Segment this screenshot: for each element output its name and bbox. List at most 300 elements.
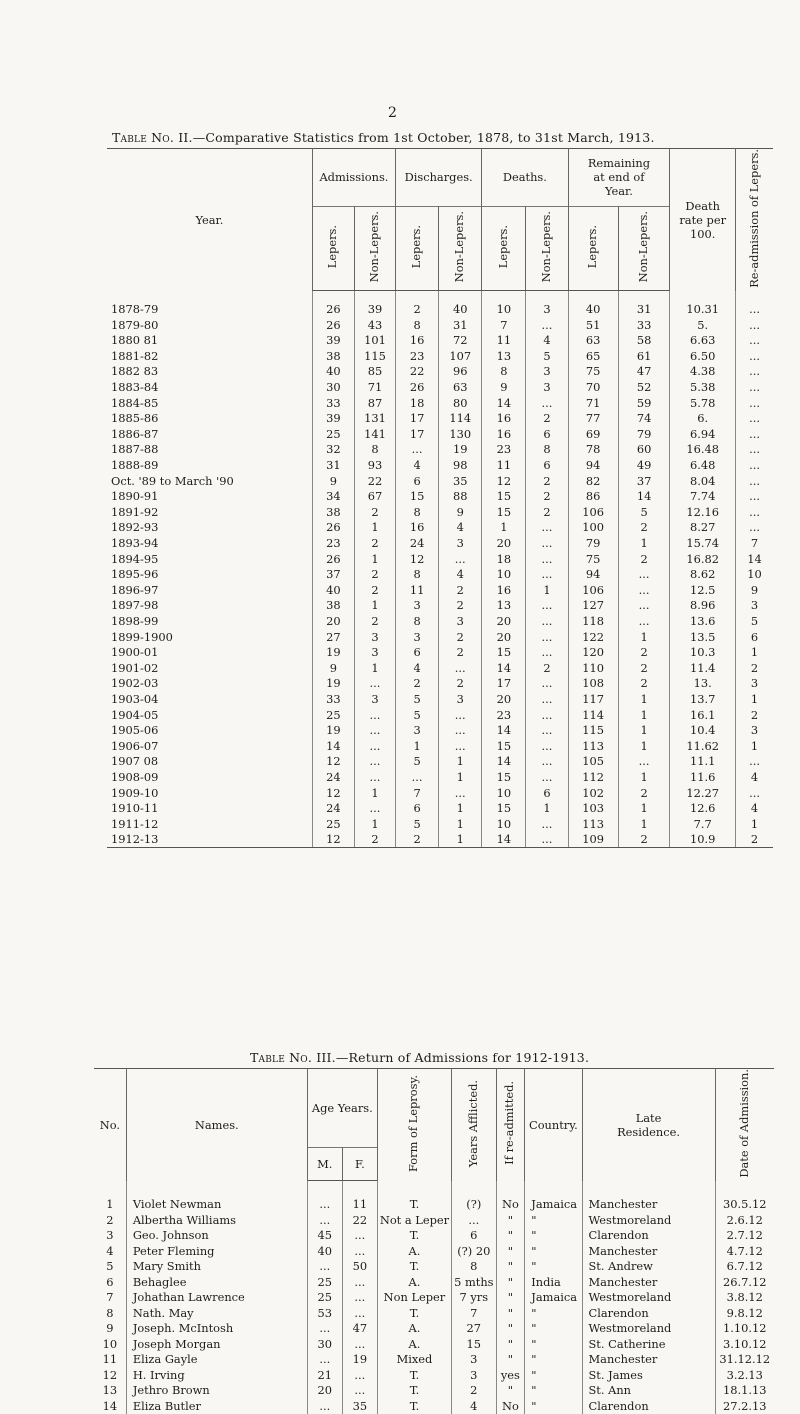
- number-cell: 8: [106, 1305, 114, 1320]
- date-cell: 3.10.12: [715, 1336, 774, 1352]
- admissions-lepers-cell: 14: [312, 738, 354, 754]
- table-row: [107, 754, 773, 770]
- comparative-statistics-table: [107, 148, 773, 848]
- readmitted-cell: ": [496, 1243, 525, 1259]
- admissions-non-lepers-cell: 43: [354, 317, 395, 333]
- discharges-lepers-cell: 16: [396, 332, 439, 348]
- deaths-non-lepers-cell: ...: [526, 707, 568, 723]
- form-cell: Not a Leper: [377, 1212, 451, 1228]
- readmission-cell: 1: [736, 691, 773, 707]
- readmission-cell: 4: [736, 800, 773, 816]
- discharges-lepers-cell: 8: [396, 566, 439, 582]
- remaining-lepers-cell: 63: [568, 332, 618, 348]
- number-cell: 10: [102, 1336, 118, 1351]
- discharges-non-lepers-cell: 107: [439, 348, 482, 364]
- admissions-lepers-cell: 38: [312, 598, 354, 614]
- death-rate-cell: 8.96: [670, 598, 736, 614]
- deaths-lepers-cell: 23: [482, 442, 526, 458]
- discharges-lepers-cell: 6: [396, 473, 439, 489]
- readmission-cell: 3: [736, 676, 773, 692]
- deaths-lepers-cell: 10: [482, 566, 526, 582]
- age-male-cell: 21: [307, 1367, 342, 1383]
- table-row: [107, 644, 773, 660]
- date-cell: 1.10.12: [715, 1321, 774, 1337]
- table-row: [107, 582, 773, 598]
- readmitted-cell: ": [496, 1321, 525, 1337]
- table-row: [107, 535, 773, 551]
- table-row: [107, 426, 773, 442]
- year-cell: 1904-05: [111, 707, 159, 722]
- table-row: [107, 800, 773, 816]
- age-female-cell: ...: [342, 1228, 377, 1244]
- deaths-non-lepers-cell: ...: [526, 598, 568, 614]
- readmission-cell: ...: [736, 332, 773, 348]
- admissions-lepers-cell: 30: [312, 379, 354, 395]
- remaining-lepers-cell: 75: [568, 551, 618, 567]
- admissions-non-lepers-cell: 39: [354, 301, 395, 317]
- death-rate-cell: 16.48: [670, 442, 736, 458]
- year-cell: 1883-84: [111, 380, 159, 395]
- deaths-non-lepers-cell: ...: [526, 629, 568, 645]
- deaths-non-lepers-cell: 6: [526, 457, 568, 473]
- remaining-lepers-cell: 86: [568, 488, 618, 504]
- deaths-non-lepers-cell: 2: [526, 660, 568, 676]
- year-cell: 1898-99: [111, 613, 159, 628]
- discharges-lepers-cell: 17: [396, 426, 439, 442]
- header-years-afflicted: Years Afflicted.: [452, 1069, 496, 1181]
- admissions-non-lepers-cell: 2: [354, 566, 395, 582]
- admissions-non-lepers-cell: 93: [354, 457, 395, 473]
- readmission-cell: ...: [736, 395, 773, 411]
- table-row: [107, 738, 773, 754]
- year-cell: 1887-88: [111, 442, 159, 457]
- table-row: [94, 1383, 774, 1399]
- deaths-non-lepers-cell: 2: [526, 410, 568, 426]
- years-afflicted-cell: (?) 20: [452, 1243, 496, 1259]
- remaining-non-lepers-cell: 1: [618, 816, 670, 832]
- readmitted-cell: ": [496, 1383, 525, 1399]
- age-female-cell: ...: [342, 1305, 377, 1321]
- table-row: [94, 1259, 774, 1275]
- remaining-lepers-cell: 103: [568, 800, 618, 816]
- readmission-cell: 2: [736, 660, 773, 676]
- table-row: [94, 1212, 774, 1228]
- table-row: [107, 442, 773, 458]
- remaining-lepers-cell: 118: [568, 613, 618, 629]
- discharges-non-lepers-cell: 1: [439, 754, 482, 770]
- table-row: [94, 1321, 774, 1337]
- remaining-lepers-cell: 77: [568, 410, 618, 426]
- discharges-lepers-cell: ...: [396, 442, 439, 458]
- admissions-lepers-cell: 32: [312, 442, 354, 458]
- admissions-lepers-cell: 20: [312, 613, 354, 629]
- admissions-non-lepers-cell: 1: [354, 520, 395, 536]
- deaths-lepers-cell: 16: [482, 426, 526, 442]
- discharges-non-lepers-cell: 130: [439, 426, 482, 442]
- death-rate-cell: 4.38: [670, 364, 736, 380]
- country-cell: Jamaica: [525, 1290, 582, 1306]
- admissions-non-lepers-cell: 71: [354, 379, 395, 395]
- remaining-non-lepers-cell: 2: [618, 551, 670, 567]
- name-cell: Nath. May: [126, 1305, 307, 1321]
- remaining-non-lepers-cell: ...: [618, 582, 670, 598]
- deaths-lepers-cell: 1: [482, 520, 526, 536]
- admissions-lepers-cell: 40: [312, 364, 354, 380]
- number-cell: 4: [106, 1243, 114, 1258]
- table-row: [107, 364, 773, 380]
- deaths-lepers-cell: 16: [482, 410, 526, 426]
- discharges-lepers-cell: 5: [396, 707, 439, 723]
- deaths-non-lepers-cell: 2: [526, 488, 568, 504]
- discharges-non-lepers-cell: 2: [439, 629, 482, 645]
- year-cell: 1906-07: [111, 738, 159, 753]
- age-male-cell: ...: [307, 1197, 342, 1213]
- residence-cell: St. Catherine: [582, 1336, 715, 1352]
- death-rate-cell: 10.3: [670, 644, 736, 660]
- deaths-non-lepers-cell: ...: [526, 754, 568, 770]
- discharges-lepers-cell: 3: [396, 722, 439, 738]
- date-cell: 31.12.12: [715, 1352, 774, 1368]
- admissions-lepers-cell: 24: [312, 769, 354, 785]
- discharges-non-lepers-cell: ...: [439, 785, 482, 801]
- death-rate-cell: 8.27: [670, 520, 736, 536]
- death-rate-cell: 6.63: [670, 332, 736, 348]
- age-female-cell: 50: [342, 1259, 377, 1275]
- deaths-non-lepers-cell: 1: [526, 582, 568, 598]
- age-female-cell: ...: [342, 1290, 377, 1306]
- table-row: [107, 769, 773, 785]
- header-readmission: Re-admission of Lepers.: [736, 149, 773, 291]
- discharges-non-lepers-cell: 1: [439, 769, 482, 785]
- readmission-cell: 10: [736, 566, 773, 582]
- death-rate-cell: 8.62: [670, 566, 736, 582]
- remaining-non-lepers-cell: 2: [618, 660, 670, 676]
- admissions-lepers-cell: 39: [312, 410, 354, 426]
- remaining-lepers-cell: 106: [568, 504, 618, 520]
- date-cell: 4.7.12: [715, 1243, 774, 1259]
- remaining-lepers-cell: 65: [568, 348, 618, 364]
- death-rate-cell: 6.48: [670, 457, 736, 473]
- deaths-non-lepers-cell: ...: [526, 535, 568, 551]
- deaths-non-lepers-cell: 5: [526, 348, 568, 364]
- table-row: [94, 1274, 774, 1290]
- table3-caption-label: Table No. III.: [250, 1050, 336, 1065]
- discharges-lepers-cell: 6: [396, 644, 439, 660]
- deaths-non-lepers-cell: 2: [526, 504, 568, 520]
- year-cell: 1909-10: [111, 785, 159, 800]
- remaining-non-lepers-cell: 5: [618, 504, 670, 520]
- death-rate-cell: 10.4: [670, 722, 736, 738]
- death-rate-cell: 7.74: [670, 488, 736, 504]
- deaths-lepers-cell: 15: [482, 800, 526, 816]
- remaining-non-lepers-cell: 61: [618, 348, 670, 364]
- year-cell: 1885-86: [111, 411, 159, 426]
- readmission-cell: ...: [736, 426, 773, 442]
- discharges-lepers-cell: 4: [396, 457, 439, 473]
- readmission-cell: 1: [736, 644, 773, 660]
- readmission-cell: 5: [736, 613, 773, 629]
- discharges-non-lepers-cell: ...: [439, 707, 482, 723]
- deaths-lepers-cell: 15: [482, 769, 526, 785]
- death-rate-cell: 13.5: [670, 629, 736, 645]
- discharges-lepers-cell: 5: [396, 754, 439, 770]
- year-cell: 1895-96: [111, 567, 159, 582]
- year-cell: 1890-91: [111, 489, 159, 504]
- deaths-lepers-cell: 9: [482, 379, 526, 395]
- death-rate-cell: 5.78: [670, 395, 736, 411]
- deaths-lepers-cell: 15: [482, 488, 526, 504]
- readmitted-cell: No: [496, 1398, 525, 1414]
- admissions-non-lepers-cell: 1: [354, 551, 395, 567]
- remaining-lepers-cell: 94: [568, 457, 618, 473]
- discharges-non-lepers-cell: 2: [439, 582, 482, 598]
- readmitted-cell: ": [496, 1305, 525, 1321]
- deaths-non-lepers-cell: ...: [526, 520, 568, 536]
- country-cell: ": [525, 1243, 582, 1259]
- readmission-cell: 4: [736, 769, 773, 785]
- year-cell: 1893-94: [111, 536, 159, 550]
- name-cell: Joseph Morgan: [126, 1336, 307, 1352]
- age-male-cell: 25: [307, 1274, 342, 1290]
- age-female-cell: ...: [342, 1243, 377, 1259]
- number-cell: 3: [106, 1228, 114, 1243]
- discharges-lepers-cell: 26: [396, 379, 439, 395]
- header-non-lepers: Non-Lepers.: [452, 211, 467, 283]
- readmission-cell: 7: [736, 535, 773, 551]
- admissions-lepers-cell: 27: [312, 629, 354, 645]
- readmission-cell: ...: [736, 473, 773, 489]
- header-non-lepers: Non-Lepers.: [538, 211, 553, 283]
- readmission-cell: 2: [736, 707, 773, 723]
- number-cell: 14: [102, 1398, 118, 1413]
- death-rate-cell: 11.4: [670, 660, 736, 676]
- death-rate-cell: 10.9: [670, 831, 736, 847]
- country-cell: ": [525, 1383, 582, 1399]
- table-row: [94, 1290, 774, 1306]
- deaths-non-lepers-cell: ...: [526, 395, 568, 411]
- death-rate-cell: 5.38: [670, 379, 736, 395]
- discharges-non-lepers-cell: 72: [439, 332, 482, 348]
- admissions-lepers-cell: 37: [312, 566, 354, 582]
- admissions-lepers-cell: 33: [312, 691, 354, 707]
- years-afflicted-cell: 6: [452, 1228, 496, 1244]
- admissions-lepers-cell: 38: [312, 504, 354, 520]
- age-male-cell: 53: [307, 1305, 342, 1321]
- admissions-lepers-cell: 19: [312, 644, 354, 660]
- deaths-non-lepers-cell: ...: [526, 738, 568, 754]
- year-cell: 1886-87: [111, 426, 159, 441]
- deaths-lepers-cell: 12: [482, 473, 526, 489]
- name-cell: Johathan Lawrence: [126, 1290, 307, 1306]
- admissions-non-lepers-cell: 3: [354, 629, 395, 645]
- deaths-lepers-cell: 18: [482, 551, 526, 567]
- table-row: [107, 566, 773, 582]
- table-row: [107, 722, 773, 738]
- discharges-non-lepers-cell: 98: [439, 457, 482, 473]
- years-afflicted-cell: 27: [452, 1321, 496, 1337]
- years-afflicted-cell: 7 yrs: [452, 1290, 496, 1306]
- age-male-cell: 40: [307, 1243, 342, 1259]
- header-non-lepers: Non-Lepers.: [636, 211, 651, 283]
- deaths-non-lepers-cell: 3: [526, 301, 568, 317]
- table-row: [107, 348, 773, 364]
- remaining-non-lepers-cell: 1: [618, 629, 670, 645]
- residence-cell: Manchester: [582, 1243, 715, 1259]
- table-row: [107, 317, 773, 333]
- admissions-lepers-cell: 9: [312, 473, 354, 489]
- form-cell: A.: [377, 1336, 451, 1352]
- table-row: [94, 1367, 774, 1383]
- remaining-non-lepers-cell: 52: [618, 379, 670, 395]
- years-afflicted-cell: ...: [452, 1212, 496, 1228]
- table-row: [107, 785, 773, 801]
- residence-cell: Westmoreland: [582, 1212, 715, 1228]
- age-female-cell: 22: [342, 1212, 377, 1228]
- admissions-non-lepers-cell: 1: [354, 660, 395, 676]
- admissions-non-lepers-cell: 3: [354, 644, 395, 660]
- admissions-lepers-cell: 38: [312, 348, 354, 364]
- page-number: 2: [388, 105, 397, 121]
- remaining-non-lepers-cell: 79: [618, 426, 670, 442]
- years-afflicted-cell: 15: [452, 1336, 496, 1352]
- year-cell: 1888-89: [111, 458, 159, 473]
- residence-cell: St. Ann: [582, 1383, 715, 1399]
- table-row: [107, 629, 773, 645]
- table-row: [107, 395, 773, 411]
- year-cell: 1880 81: [111, 333, 159, 348]
- discharges-non-lepers-cell: 3: [439, 613, 482, 629]
- discharges-lepers-cell: 4: [396, 660, 439, 676]
- deaths-lepers-cell: 14: [482, 395, 526, 411]
- deaths-lepers-cell: 14: [482, 754, 526, 770]
- table-row: [107, 504, 773, 520]
- death-rate-cell: 11.6: [670, 769, 736, 785]
- year-cell: 1905-06: [111, 723, 159, 738]
- year-cell: 1897-98: [111, 598, 159, 613]
- remaining-non-lepers-cell: 1: [618, 800, 670, 816]
- readmission-cell: 9: [736, 582, 773, 598]
- remaining-non-lepers-cell: 47: [618, 364, 670, 380]
- remaining-non-lepers-cell: 1: [618, 707, 670, 723]
- name-cell: Eliza Gayle: [126, 1352, 307, 1368]
- deaths-non-lepers-cell: 8: [526, 442, 568, 458]
- date-cell: 18.1.13: [715, 1383, 774, 1399]
- discharges-non-lepers-cell: 1: [439, 800, 482, 816]
- discharges-non-lepers-cell: 3: [439, 535, 482, 551]
- discharges-lepers-cell: 23: [396, 348, 439, 364]
- readmission-cell: ...: [736, 348, 773, 364]
- readmission-cell: ...: [736, 442, 773, 458]
- country-cell: ": [525, 1212, 582, 1228]
- number-cell: 12: [102, 1367, 118, 1382]
- remaining-lepers-cell: 100: [568, 520, 618, 536]
- discharges-non-lepers-cell: 4: [439, 566, 482, 582]
- form-cell: T.: [377, 1197, 451, 1213]
- discharges-non-lepers-cell: ...: [439, 551, 482, 567]
- admissions-lepers-cell: 23: [312, 535, 354, 551]
- table-row: [107, 410, 773, 426]
- table-row: [107, 660, 773, 676]
- deaths-non-lepers-cell: 3: [526, 364, 568, 380]
- year-cell: 1896-97: [111, 582, 159, 597]
- table3-body: [94, 1181, 774, 1414]
- years-afflicted-cell: 3: [452, 1352, 496, 1368]
- age-female-cell: 11: [342, 1197, 377, 1213]
- admissions-lepers-cell: 19: [312, 676, 354, 692]
- discharges-lepers-cell: 12: [396, 551, 439, 567]
- country-cell: ": [525, 1398, 582, 1414]
- death-rate-cell: 13.6: [670, 613, 736, 629]
- deaths-lepers-cell: 8: [482, 364, 526, 380]
- form-cell: A.: [377, 1321, 451, 1337]
- header-female: F.: [342, 1147, 377, 1181]
- country-cell: India: [525, 1274, 582, 1290]
- admissions-lepers-cell: 34: [312, 488, 354, 504]
- remaining-non-lepers-cell: 74: [618, 410, 670, 426]
- table3-caption-text: —Return of Admissions for 1912-1913.: [335, 1050, 590, 1065]
- admissions-non-lepers-cell: 3: [354, 691, 395, 707]
- table2-body: [107, 291, 773, 848]
- deaths-lepers-cell: 16: [482, 582, 526, 598]
- admissions-non-lepers-cell: 22: [354, 473, 395, 489]
- admissions-non-lepers-cell: 67: [354, 488, 395, 504]
- age-male-cell: 20: [307, 1383, 342, 1399]
- table-row: [107, 473, 773, 489]
- age-female-cell: 19: [342, 1352, 377, 1368]
- header-form: Form of Leprosy.: [377, 1069, 451, 1181]
- remaining-lepers-cell: 117: [568, 691, 618, 707]
- death-rate-cell: 6.94: [670, 426, 736, 442]
- deaths-lepers-cell: 23: [482, 707, 526, 723]
- admissions-non-lepers-cell: 2: [354, 582, 395, 598]
- form-cell: Non Leper: [377, 1290, 451, 1306]
- header-lepers: Lepers.: [585, 225, 600, 269]
- number-cell: 1: [106, 1197, 114, 1212]
- table-row: [107, 488, 773, 504]
- admissions-non-lepers-cell: 1: [354, 816, 395, 832]
- admissions-non-lepers-cell: 2: [354, 831, 395, 847]
- admissions-lepers-cell: 19: [312, 722, 354, 738]
- age-female-cell: 35: [342, 1398, 377, 1414]
- death-rate-cell: 10.31: [670, 301, 736, 317]
- deaths-non-lepers-cell: 4: [526, 332, 568, 348]
- table-row: [107, 598, 773, 614]
- discharges-lepers-cell: 8: [396, 613, 439, 629]
- deaths-lepers-cell: 14: [482, 722, 526, 738]
- header-discharges: Discharges.: [396, 149, 482, 207]
- name-cell: Albertha Williams: [126, 1212, 307, 1228]
- deaths-lepers-cell: 11: [482, 457, 526, 473]
- deaths-non-lepers-cell: ...: [526, 613, 568, 629]
- death-rate-cell: 11.1: [670, 754, 736, 770]
- admissions-non-lepers-cell: 131: [354, 410, 395, 426]
- form-cell: T.: [377, 1367, 451, 1383]
- remaining-non-lepers-cell: ...: [618, 598, 670, 614]
- year-cell: 1910-11: [111, 801, 159, 816]
- admissions-non-lepers-cell: 2: [354, 535, 395, 551]
- table-row: [94, 1243, 774, 1259]
- header-death-rate: Death rate per 100.: [670, 149, 736, 291]
- year-cell: 1884-85: [111, 395, 159, 410]
- remaining-lepers-cell: 82: [568, 473, 618, 489]
- discharges-non-lepers-cell: 2: [439, 644, 482, 660]
- age-female-cell: ...: [342, 1336, 377, 1352]
- residence-cell: St. Andrew: [582, 1259, 715, 1275]
- remaining-lepers-cell: 122: [568, 629, 618, 645]
- deaths-lepers-cell: 13: [482, 598, 526, 614]
- number-cell: 7: [106, 1290, 114, 1305]
- deaths-lepers-cell: 20: [482, 629, 526, 645]
